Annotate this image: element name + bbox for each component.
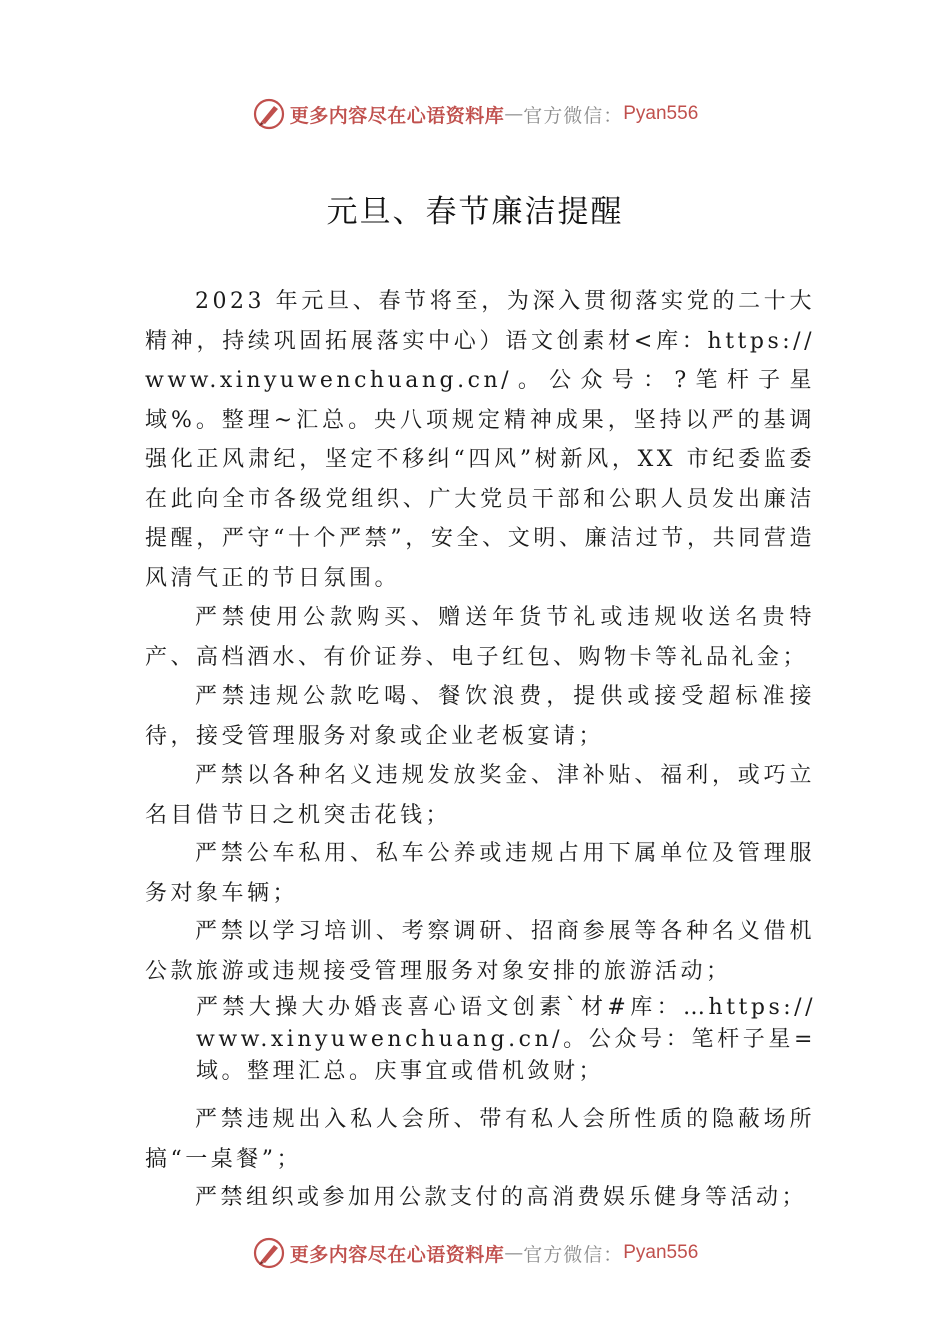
header-banner (0, 94, 950, 134)
banner-wechat-label: 官方微信： (523, 104, 624, 127)
banner-library-text: 更多内容尽在心语资料库 (289, 104, 505, 127)
banner-wechat-id: Pyan556 (623, 103, 699, 124)
paragraph-ban-6: 严禁大操大办婚丧喜心语文创素`材#库：…https://www.xinyuwenchuang.cn/。公众号：笔杆子星=域。整理汇总。庆事宜或借机敛财； (196, 995, 816, 1084)
paragraph-ban-5: 严禁以学习培训、考察调研、招商参展等各种名义借机公款旅游或违规接受管理服务对象安排的旅游活动； (145, 919, 815, 984)
footer-banner (0, 1233, 950, 1273)
banner-wechat-label: 官方微信： (523, 1243, 624, 1266)
banner-library-text: 更多内容尽在心语资料库 (289, 1243, 505, 1266)
paragraph-ban-1: 严禁使用公款购买、赠送年货节礼或违规收送名贵特产、高档酒水、有价证券、电子红包、购物卡等礼品礼金； (145, 605, 815, 670)
paragraph-ban-7: 严禁违规出入私人会所、带有私人会所性质的隐蔽场所搞“一桌餐”； (145, 1107, 815, 1172)
document-title: 元旦、春节廉洁提醒 (326, 194, 624, 230)
paragraph-ban-4: 严禁公车私用、私车公养或违规占用下属单位及管理服务对象车辆； (145, 841, 815, 906)
paragraph-ban-3: 严禁以各种名义违规发放奖金、津补贴、福利，或巧立名目借节日之机突击花钱； (145, 763, 815, 828)
pen-logo-icon (252, 97, 286, 131)
paragraph-ban-8: 严禁组织或参加用公款支付的高消费娱乐健身等活动； (195, 1185, 808, 1210)
banner-separator: — (504, 103, 524, 125)
paragraph-ban-2: 严禁违规公款吃喝、餐饮浪费，提供或接受超标准接待，接受管理服务对象或企业老板宴请； (145, 684, 815, 749)
pen-logo-icon (252, 1236, 286, 1270)
banner-separator: — (504, 1242, 524, 1264)
banner-wechat-id: Pyan556 (623, 1242, 699, 1263)
paragraph-intro: 2023 年元旦、春节将至，为深入贯彻落实党的二十大精神，持续巩固拓展落实中心）语文创素材<库：https://www.xinyuwenchuang.cn/。公众号：?笔杆子星域%。整理~汇总。央八项规定精神成果，坚持以严的基调强化正风肃纪，坚定不移纠“四风”树新风，XX 市纪委监委在此向全市各级党组织、广大党员干部和公职人员发出廉洁提醒，严守“十个严禁”，安全、文明、廉洁过节，共同营造风清气正的节日氛围。 (145, 289, 815, 591)
